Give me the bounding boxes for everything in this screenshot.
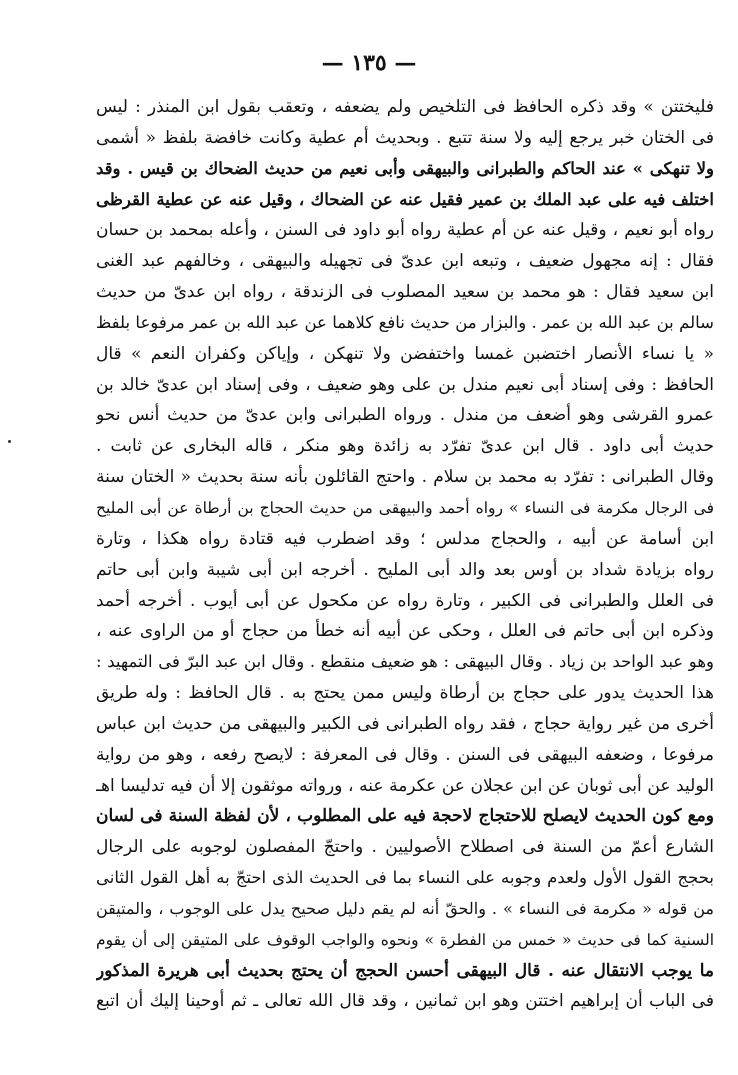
text-line: اختلف فيه على عبد الملك بن عمير فقيل عنه عن الضحاك ، وقيل عنه عن عطية القرظى (96, 189, 714, 209)
text-line: ابن أسامة عن أبيه ، والحجاج مدلس ؛ وقد اضطرب فيه قتادة رواه هكذا ، وتارة (96, 528, 714, 549)
text-line: عمرو القرشى وهو أضعف من مندل . ورواه الطبرانى وابن عدىّ من حديث أنس نحو (96, 405, 714, 426)
text-line: هذا الحديث يدور على حجاج بن أرطاة وليس ممن يحتج به . قال الحافظ : وله طريق (96, 683, 714, 704)
text-line: ابن سعيد فقال : هو محمد بن سعيد المصلوب فى الزندقة ، رواه ابن عدىّ من حديث (96, 282, 714, 303)
text-line: وهو عبد الواحد بن زياد . وقال البيهقى : هو ضعيف منقطع . وقال ابن عبد البرّ فى التمهيد : (96, 652, 714, 672)
body-text (96, 92, 714, 1017)
text-line: فقال : إنه مجهول ضعيف ، وتبعه ابن عدىّ فى تجهيله والبيهقى ، وخالفهم عبد الغنى (96, 251, 714, 272)
text-line: ولا تنهكى » عند الحاكم والطبرانى والبيهقى وأبى نعيم من حديث الضحاك بن قيس . وقد (96, 158, 714, 178)
text-line: ومع كون الحديث لايصلح للاحتجاج لاحجة فيه على المطلوب ، لأن لفظة السنة فى لسان (96, 806, 714, 827)
page-number: — ١٣٥ — (321, 50, 417, 76)
text-line: الشارع أعمّ من السنة فى اصطلاح الأصوليين . واحتجّ المفصلون لوجوبه على الرجال (96, 837, 714, 858)
text-line: رواه أبو نعيم ، وقيل عنه عن أم عطية رواه أبو داود فى السنن ، وأعله بمحمد بن حسان (96, 220, 714, 241)
text-line: الحافظ : وفى إسناد أبى نعيم مندل بن على وهو ضعيف ، وفى إسناد ابن عدىّ خالد بن (96, 374, 714, 395)
text-line: حديث أبى داود . قال ابن عدىّ تفرّد به زائدة وهو منكر ، قاله البخارى عن ثابت . (96, 436, 714, 457)
margin-dot (8, 440, 11, 443)
text-line: فليختتن » وقد ذكره الحافظ فى التلخيص ولم يضعفه ، وتعقب بقول ابن المنذر : ليس (96, 97, 714, 117)
text-line: وذكره ابن أبى حاتم فى العلل ، وحكى عن أبيه أنه خطأ من حجاج أو من الراوى عنه ، (96, 621, 714, 642)
text-line: رواه بزيادة شداد بن أوس بعد والد أبى المليح . أخرجه ابن أبى شيبة وابن أبى حاتم (96, 559, 714, 580)
text-line: بحجج القول الأول ولعدم وجوبه على النساء بما فى الحديث الذى احتجّ به أهل القول الثانى (96, 868, 714, 888)
text-line: فى الباب أن إبراهيم اختتن وهو ابن ثمانين ، وقد قال الله تعالى ـ ثم أوحينا إليك أن اتبع (96, 991, 714, 1012)
text-line: فى الختان خبر يرجع إليه ولا سنة تتبع . وبحديث أم عطية وكانت خافضة بلفظ « أشمى (96, 127, 714, 148)
text-line: من قوله « مكرمة فى النساء » . والحقّ أنه لم يقم دليل صحيح يدل على الوجوب ، والمتيقن (96, 898, 714, 918)
text-line: مرفوعا ، وضعفه البيهقى فى السنن . وقال فى المعرفة : لايصح رفعه ، وهو من رواية (96, 744, 714, 765)
text-line: « يا نساء الأنصار اختضبن غمسا واختفضن ولا تنهكن ، وإياكن وكفران النعم » قال (96, 343, 714, 364)
text-line: ما يوجب الانتقال عنه . قال البيهقى أحسن الحجج أن يحتج بحديث أبى هريرة المذكور (96, 960, 714, 981)
text-line: السنية كما فى حديث « خمس من الفطرة » ونحوه والواجب الوقوف على المتيقن إلى أن يقوم (96, 930, 714, 949)
text-line: فى العلل والطبرانى فى الكبير ، وتارة رواه عن مكحول عن أبى أيوب . أخرجه أحمد (96, 590, 714, 611)
text-line: أخرى من غير رواية حجاج ، فقد رواه الطبرانى فى الكبير والبيهقى من حديث ابن عباس (96, 713, 714, 734)
text-line: سالم بن عبد الله بن عمر . والبزار من حديث نافع كلاهما عن عبد الله بن عمر مرفوعا بلفظ (96, 312, 714, 332)
text-line: فى الرجال مكرمة فى النساء » رواه أحمد والبيهقى من حديث الحجاج بن أرطاة عن أبى المليح (96, 498, 714, 517)
text-line: الوليد عن أبى ثوبان عن ابن عجلان عن عكرمة عنه ، ورواته موثقون إلا أن فيه تدليسا اهـ (96, 775, 714, 796)
text-line: وقال الطبرانى : تفرّد به محمد بن سلام . واحتج القائلون بأنه سنة بحديث « الختان سنة (96, 467, 714, 488)
